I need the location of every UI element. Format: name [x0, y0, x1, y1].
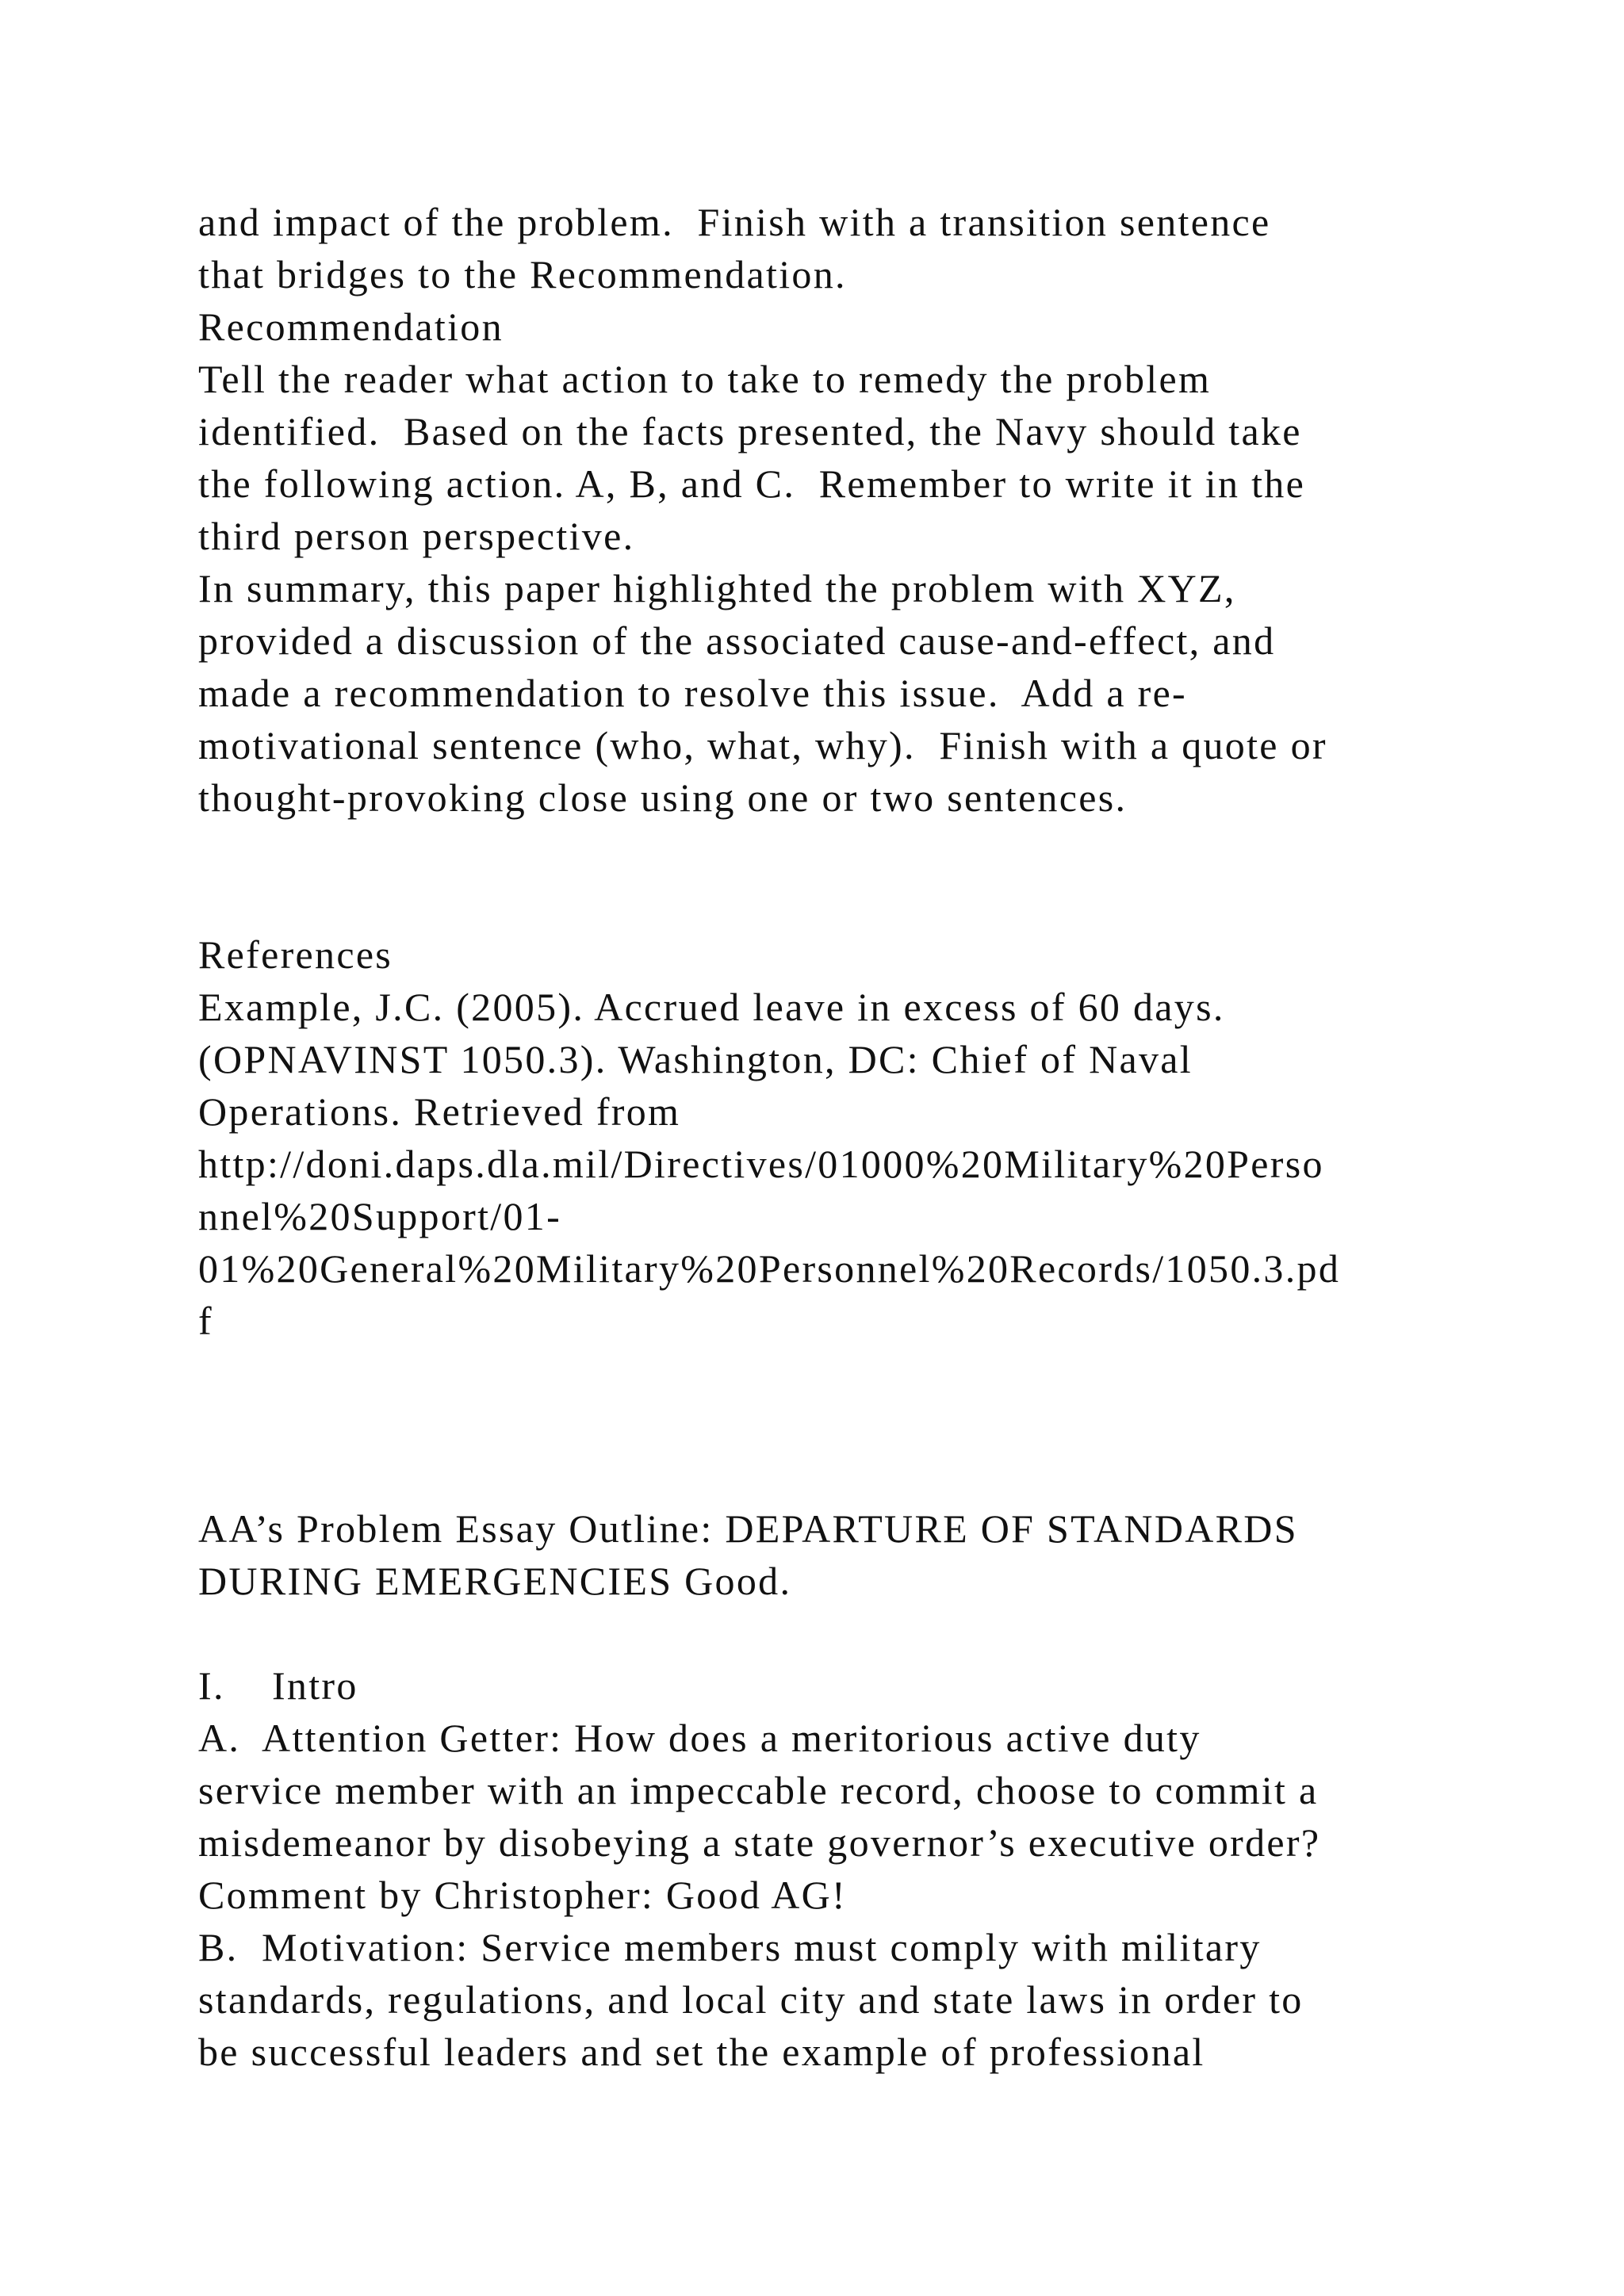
reference-url-line: http://doni.daps.dla.mil/Directives/01000%20Military%20Perso — [198, 1142, 1324, 1186]
outline-title: DURING EMERGENCIES Good. — [198, 1559, 792, 1603]
text-line: thought-provoking close using one or two sentences. — [198, 775, 1128, 820]
reference-url-line: 01%20General%20Military%20Personnel%20Records/1050.3.pd — [198, 1246, 1341, 1291]
reference-line: Operations. Retrieved from — [198, 1089, 681, 1134]
outline-heading-intro: I. Intro — [198, 1663, 358, 1708]
outline-item: standards, regulations, and local city and state laws in order to — [198, 1977, 1304, 2022]
outline-item: be successful leaders and set the example of professional — [198, 2030, 1205, 2074]
outline-item: B. Motivation: Service members must comply with military — [198, 1925, 1262, 1969]
reference-line: Example, J.C. (2005). Accrued leave in excess of 60 days. — [198, 985, 1225, 1029]
text-line: Tell the reader what action to take to remedy the problem — [198, 357, 1212, 401]
outline-item: A. Attention Getter: How does a meritorious active duty — [198, 1716, 1201, 1760]
text-line: third person perspective. — [198, 514, 635, 558]
text-line: provided a discussion of the associated cause-and-effect, and — [198, 618, 1276, 663]
section-heading-references: References — [198, 932, 393, 977]
text-line: made a recommendation to resolve this issue. Add a re- — [198, 671, 1188, 715]
reference-url-line: nnel%20Support/01- — [198, 1194, 562, 1238]
text-line: motivational sentence (who, what, why). Finish with a quote or — [198, 723, 1327, 767]
reference-url-line: f — [198, 1299, 213, 1343]
outline-item: service member with an impeccable record, choose to commit a — [198, 1768, 1319, 1812]
text-line: identified. Based on the facts presented, the Navy should take — [198, 409, 1302, 453]
text-line: that bridges to the Recommendation. — [198, 252, 847, 297]
text-line: the following action. A, B, and C. Remember to write it in the — [198, 461, 1306, 506]
outline-item: misdemeanor by disobeying a state governor’s executive order? — [198, 1820, 1321, 1865]
reviewer-comment: Comment by Christopher: Good AG! — [198, 1873, 848, 1917]
section-heading-recommendation: Recommendation — [198, 304, 504, 349]
outline-title: AA’s Problem Essay Outline: DEPARTURE OF STANDARDS — [198, 1506, 1298, 1551]
text-line: In summary, this paper highlighted the problem with XYZ, — [198, 566, 1236, 610]
text-line: and impact of the problem. Finish with a transition sentence — [198, 200, 1271, 244]
reference-line: (OPNAVINST 1050.3). Washington, DC: Chief of Naval — [198, 1037, 1193, 1081]
